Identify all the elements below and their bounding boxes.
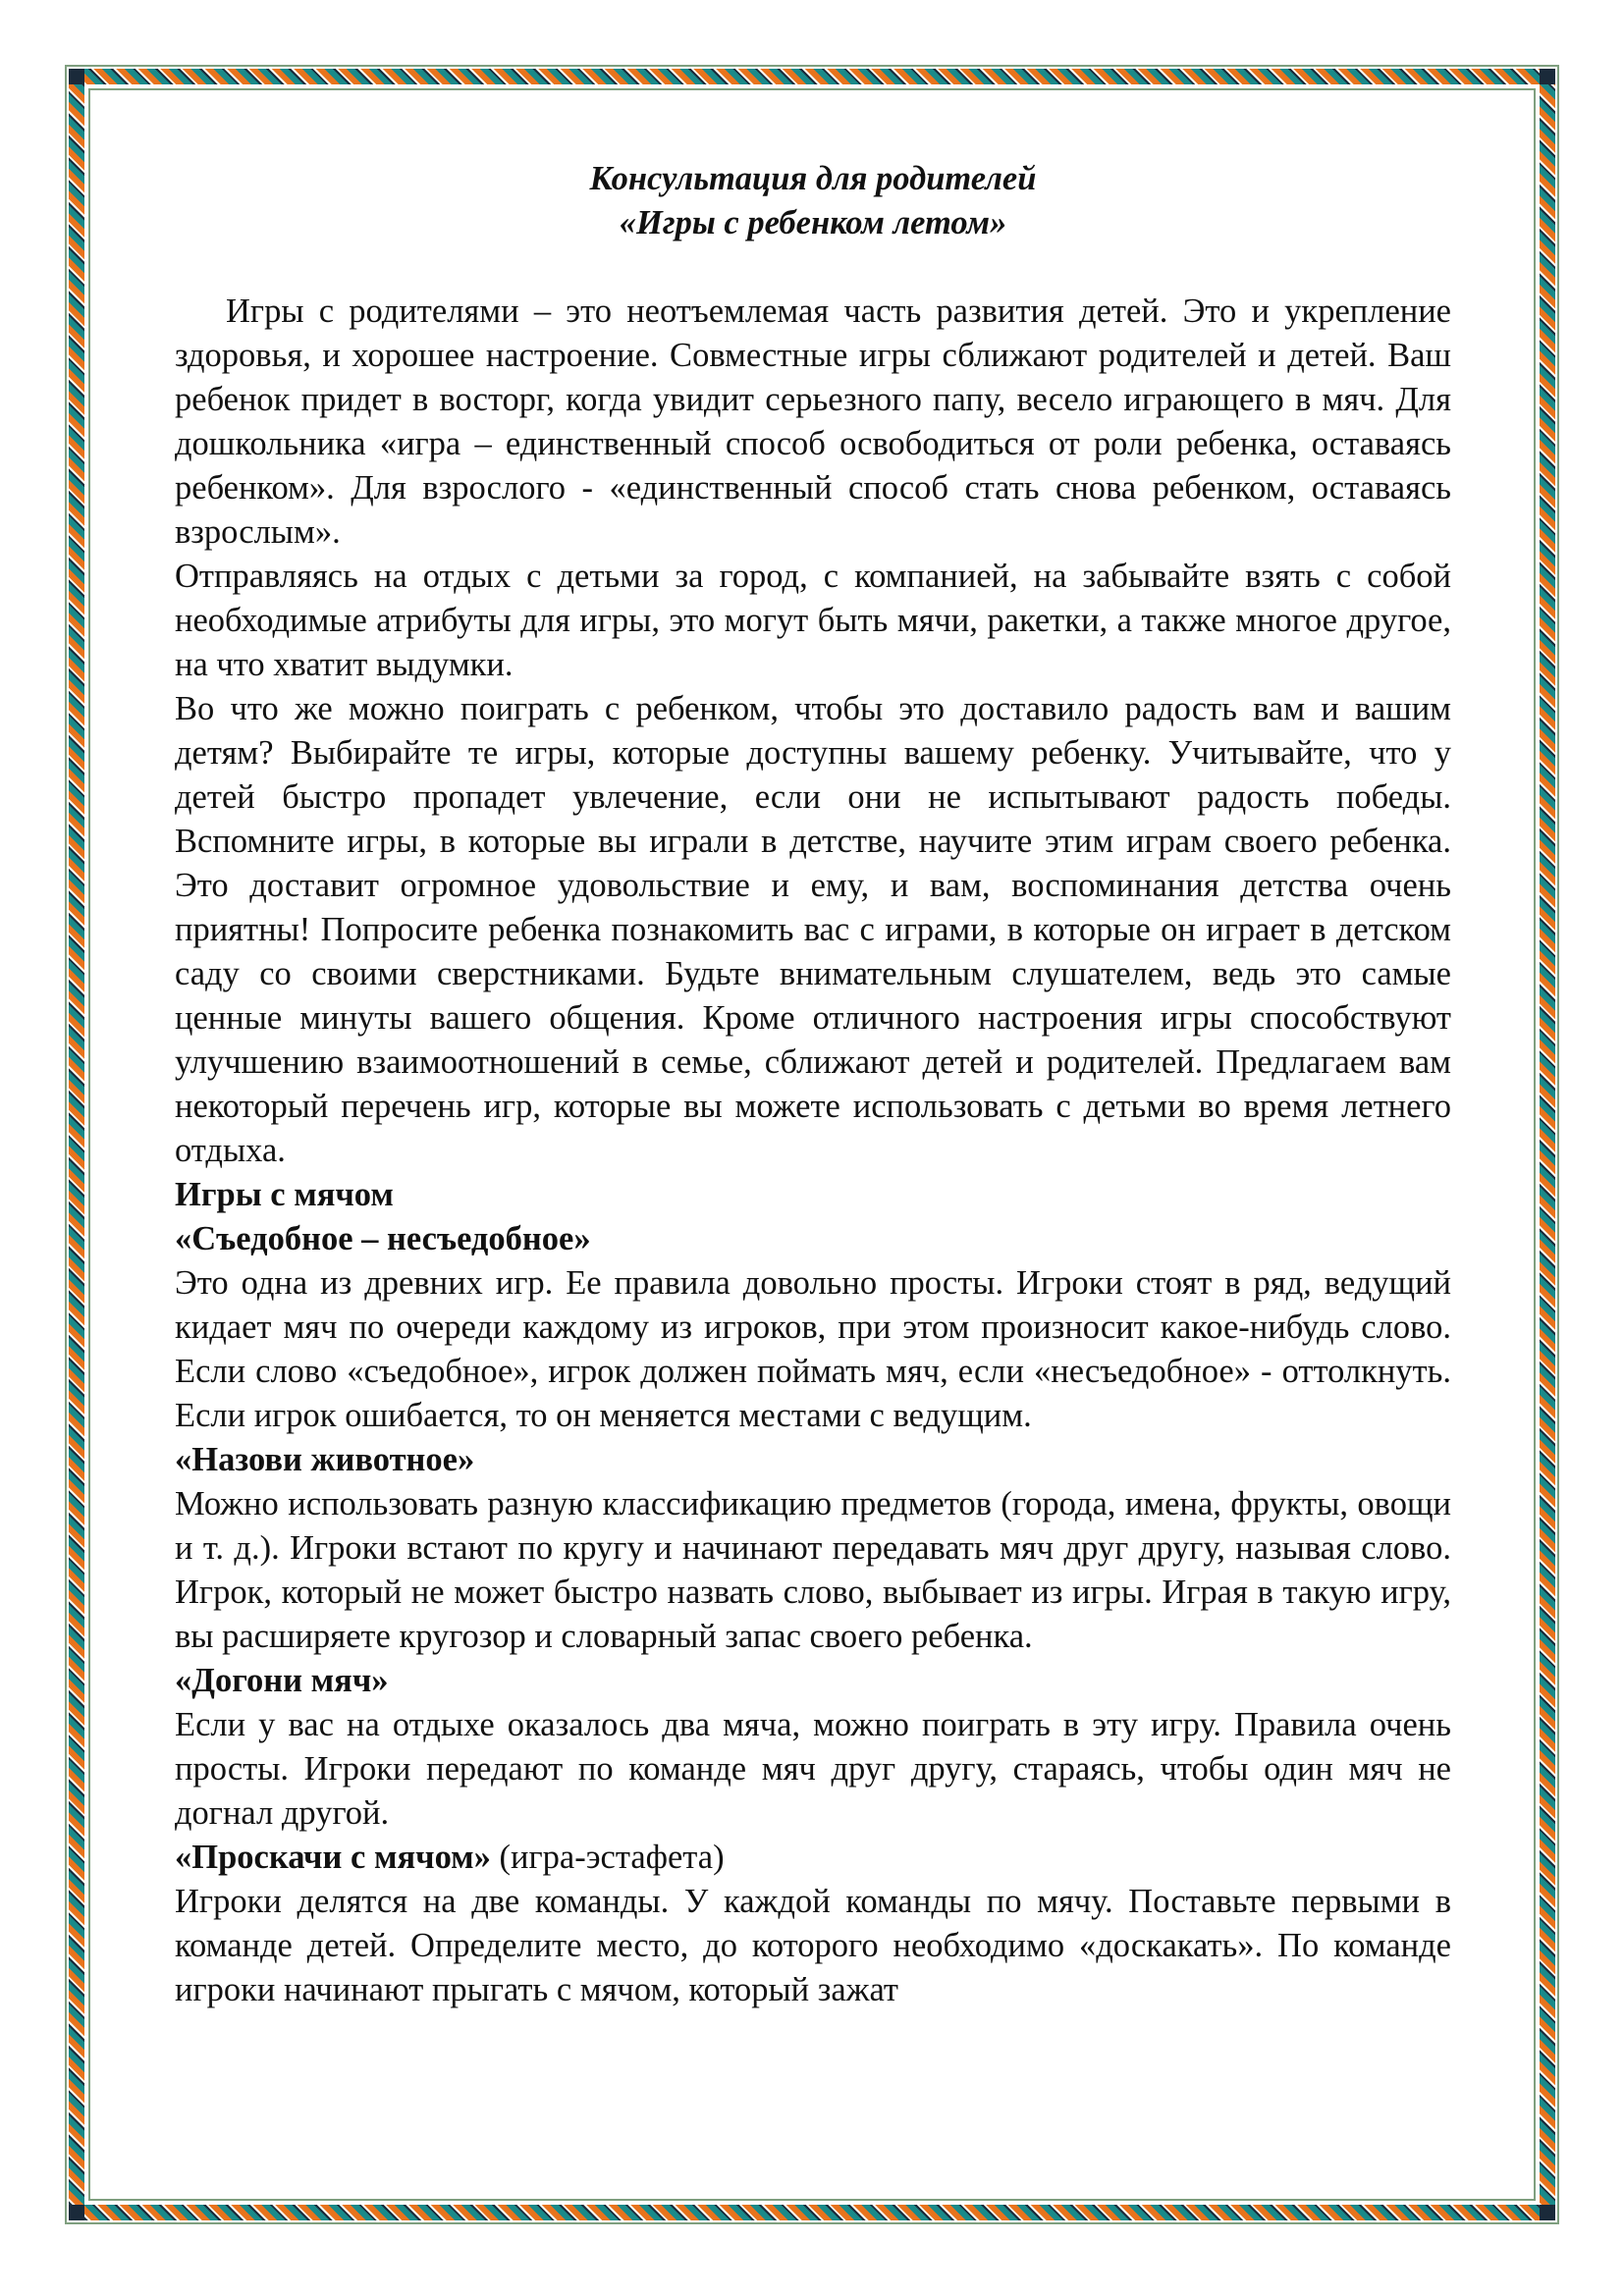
game-description: Это одна из древних игр. Ее правила довольно просты. Игроки стоят в ряд, ведущий кидает мяч по очереди каждому из игроков, при этом произносит какое-нибудь слово. Если слово «съедобное», игрок должен поймать мяч, если «несъедобное» - оттолкнуть. Если игрок ошибается, то он меняется местами с ведущим.: [175, 1264, 1451, 1434]
game-title-note: (игра-эстафета): [490, 1839, 725, 1876]
document-title-line1: Консультация для родителей: [589, 160, 1037, 197]
game-title: [175, 1659, 1451, 1703]
game-title-text: «Назови животное»: [175, 1441, 475, 1478]
game-title: [175, 1217, 1451, 1261]
document-body: [175, 157, 1451, 2012]
intro-paragraph-1: Игры с родителями – это неотъемлемая часть развития детей. Это и укрепление здоровья, и хорошее настроение. Совместные игры сближают родителей и детей. Ваш ребенок придет в восторг, когда увидит серьезного папу, весело играющего в мяч. Для дошкольника «игра – единственный способ освободиться от роли ребенка, оставаясь ребенком». Для взрослого - «единственный способ стать снова ребенком, оставаясь взрослым».: [175, 293, 1451, 551]
game-title-text: «Проскачи с мячом»: [175, 1839, 491, 1876]
intro-paragraph-3: Во что же можно поиграть с ребенком, чтобы это доставило радость вам и вашим детям? Выбирайте те игры, которые доступны вашему ребенку. Учитывайте, что у детей быстро пропадет увлечение, если они не испытывают радость победы. Вспомните игры, в которые вы играли в детстве, научите этим играм своего ребенка. Это доставит огромное удовольствие и ему, и вам, воспоминания детства очень приятны! Попросите ребенка познакомить вас с играми, в которые он играет в детском саду со своими сверстниками. Будьте внимательным слушателем, ведь это самые ценные минуты вашего общения. Кроме отличного настроения игры способствуют улучшению взаимоотношений в семье, сближают детей и родителей. Предлагаем вам некоторый перечень игр, которые вы можете использовать с детьми во время летнего отдыха.: [175, 690, 1451, 1169]
frame-corner-top-left: [69, 69, 84, 84]
game-description: Игроки делятся на две команды. У каждой команды по мячу. Поставьте первыми в команде детей. Определите место, до которого необходимо «доскакать». По команде игроки начинают прыгать с мячом, который зажат: [175, 1883, 1451, 2008]
frame-corner-bottom-right: [1540, 2205, 1555, 2220]
game-title: [175, 1438, 1451, 1482]
game-title-text: «Съедобное – несъедобное»: [175, 1220, 591, 1257]
section-heading: Игры с мячом: [175, 1176, 394, 1213]
game-title: [175, 1836, 1451, 1880]
frame-corner-bottom-left: [69, 2205, 84, 2220]
game-title-text: «Догони мяч»: [175, 1662, 389, 1699]
game-description: Если у вас на отдыхе оказалось два мяча, можно поиграть в эту игру. Правила очень просты. Игроки передают по команде мяч друг другу, стараясь, чтобы один мяч не догнал другой.: [175, 1706, 1451, 1832]
title-spacer: [175, 245, 1451, 290]
intro-paragraph-2: Отправляясь на отдых с детьми за город, с компанией, на забывайте взять с собой необходимые атрибуты для игры, это могут быть мячи, ракетки, а также многое другое, на что хватит выдумки.: [175, 558, 1451, 683]
frame-corner-top-right: [1540, 69, 1555, 84]
document-title-line2: «Игры с ребенком летом»: [619, 204, 1007, 241]
game-description: Можно использовать разную классификацию предметов (города, имена, фрукты, овощи и т. д.). Игроки встают по кругу и начинают передавать мяч друг другу, называя слово. Игрок, который не может быстро назвать слово, выбывает из игры. Играя в такую игру, вы расширяете кругозор и словарный запас своего ребенка.: [175, 1485, 1451, 1655]
